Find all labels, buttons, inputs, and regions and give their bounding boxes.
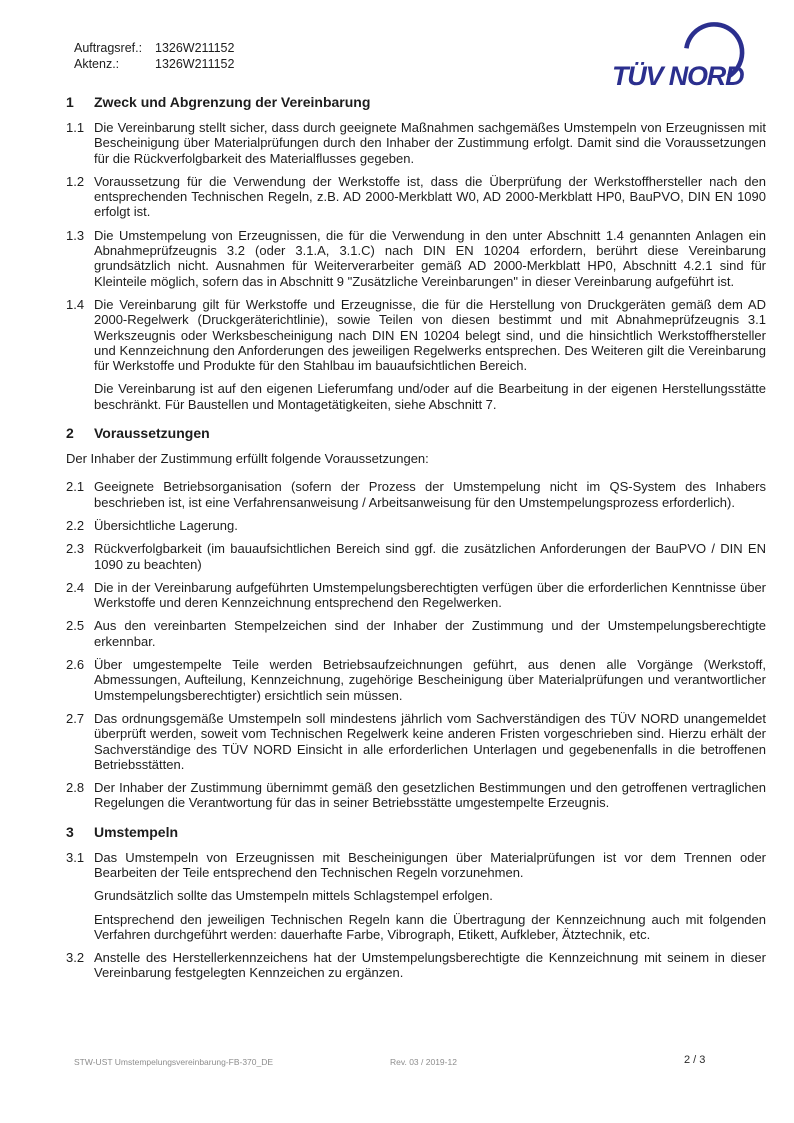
section-heading-3 bbox=[66, 824, 766, 840]
clause-paragraph: Das ordnungsgemäße Umstempeln soll mindestens jährlich vom Sachverständigen des TÜV NORD unangemeldet überprüft werden, soweit vom Technischen Regelwerk keine anderen Fristen vorgeschrieben sind. Hierzu erhält der Sachverständige des TÜV NORD Einsicht in alle erforderlichen Unterlagen und gegebenenfalls in die betroffenen Betriebsstätten. bbox=[94, 710, 766, 772]
clause-body bbox=[94, 580, 766, 611]
clause-1-3 bbox=[66, 228, 766, 289]
section-title: Voraussetzungen bbox=[94, 425, 210, 442]
clause-paragraph: Die Umstempelung von Erzeugnissen, die für die Verwendung in den unter Abschnitt 1.4 genannten Anlagen ein Abnahmeprüfzeugnis 3.2 (oder 3.1.A, 3.1.C) nach DIN EN 10204 erfordern, berührt diese Vereinbarung grundsätzlich nicht. Ausnahmen für Weiterverarbeiter gemäß AD 2000-Merkblatt HP0, Abschnitt 4.2.1 sind für Kleinteile möglich, sofern das in Abschnitt 9 "Zusätzliche Vereinbarungen" in dieser Vereinbarung aufgeführt ist. bbox=[94, 227, 766, 289]
clause-body bbox=[94, 711, 766, 772]
clause-paragraph: Aus den vereinbarten Stempelzeichen sind der Inhaber der Zustimmung und der Umstempelungsberechtigte erkennbar. bbox=[94, 618, 766, 649]
clause-number: 2.5 bbox=[66, 618, 85, 634]
clause-number: 3.1 bbox=[66, 849, 85, 865]
clause-body bbox=[94, 120, 766, 166]
clause-body bbox=[94, 479, 766, 510]
clause-2-1 bbox=[66, 479, 766, 510]
clause-2-5 bbox=[66, 618, 766, 649]
clause-paragraph: Übersichtliche Lagerung. bbox=[94, 517, 238, 533]
section-heading-1 bbox=[66, 94, 766, 110]
clause-number: 1.1 bbox=[66, 120, 85, 135]
file-number-value: 1326W211152 bbox=[155, 57, 235, 71]
clause-number: 1.2 bbox=[66, 173, 85, 189]
section-number: 1 bbox=[66, 94, 74, 110]
clause-2-2 bbox=[66, 518, 766, 533]
clause-paragraph: Grundsätzlich sollte das Umstempeln mittels Schlagstempel erfolgen. bbox=[94, 888, 493, 904]
clause-body bbox=[94, 780, 766, 811]
clause-2-7 bbox=[66, 711, 766, 772]
clause-number: 1.3 bbox=[66, 227, 85, 243]
order-reference-label: Auftragsref.: bbox=[74, 41, 143, 55]
clause-number: 1.4 bbox=[66, 296, 85, 312]
section-title: Umstempeln bbox=[94, 823, 179, 840]
clause-number: 2.6 bbox=[66, 657, 85, 673]
footer-revision: Rev. 03 / 2019-12 bbox=[390, 1057, 457, 1067]
clause-paragraph: Über umgestempelte Teile werden Betriebsaufzeichnungen geführt, aus denen alle Vorgänge (Werkstoff, Abmessungen, Aufteilung, Kennzeichnung, zugehörige Bescheinigung über Materialprüfungen und verantwortlicher Umstempelungsberechtigter) ersichtlich sein müssen. bbox=[94, 657, 766, 703]
clause-paragraph: Entsprechend den jeweiligen Technischen Regeln kann die Übertragung der Kennzeichnung auch mit folgenden Verfahren durchgeführt werden: dauerhafte Farbe, Vibrograph, Etikett, Aufkleber, Ätztechnik, etc. bbox=[94, 911, 766, 942]
clause-body bbox=[94, 657, 766, 703]
page-footer bbox=[0, 1054, 794, 1074]
section-number: 2 bbox=[66, 425, 74, 442]
clause-body bbox=[94, 950, 766, 981]
tuev-nord-logo bbox=[610, 20, 766, 92]
section-number: 3 bbox=[66, 823, 74, 840]
clause-paragraph: Die Vereinbarung gilt für Werkstoffe und Erzeugnisse, die für die Herstellung von Druckgeräten gemäß dem AD 2000-Regelwerk (Druckgeräterichtlinie), sowie Teilen von diesen bestimmt und mit Abnahmeprüfzeugnis 3.1 Werkszeugnis oder Werksbescheinigung nach DIN EN 10204 belegt sind, und die hinsichtlich Werkstoffhersteller und Kennzeichnung den Anforderungen des jeweiligen Regelwerks entsprechen. Des Weiteren gilt die Vereinbarung für Werkstoffe und Produkte für den Stahlbau im bauaufsichtlichen Bereich. bbox=[94, 296, 766, 374]
section-2-intro: Der Inhaber der Zustimmung erfüllt folgende Voraussetzungen: bbox=[66, 451, 429, 467]
logo-text: TÜV NORD bbox=[612, 61, 744, 91]
clause-paragraph: Die in der Vereinbarung aufgeführten Umstempelungsberechtigten verfügen über die erforderlichen Kenntnisse über Werkstoffe und deren Kennzeichnung entsprechend den Regelwerken. bbox=[94, 579, 766, 611]
clause-number: 2.8 bbox=[66, 780, 85, 796]
clause-1-4 bbox=[66, 297, 766, 412]
clause-number: 2.4 bbox=[66, 579, 85, 595]
clause-body bbox=[94, 618, 766, 649]
file-number-label: Aktenz.: bbox=[74, 57, 120, 71]
clause-body bbox=[94, 541, 766, 572]
clause-body bbox=[94, 518, 766, 533]
order-reference-row bbox=[74, 40, 234, 56]
clause-number: 2.3 bbox=[66, 541, 85, 557]
clause-number: 2.2 bbox=[66, 517, 85, 533]
clause-paragraph: Anstelle des Herstellerkennzeichens hat der Umstempelungsberechtigte die Kennzeichnung mit seinem in dieser Vereinbarung festgelegten Kennzeichen zu ergänzen. bbox=[94, 950, 766, 981]
order-reference-value: 1326W211152 bbox=[155, 41, 235, 55]
clause-paragraph: Die Vereinbarung stellt sicher, dass durch geeignete Maßnahmen sachgemäßes Umstempeln von Erzeugnissen mit Bescheinigung über Materialprüfungen durch den Inhaber der Zustimmung erfolgt. Damit sind die Voraussetzungen für die Rückverfolgbarkeit des Materialflusses gegeben. bbox=[94, 120, 766, 166]
clause-2-4 bbox=[66, 580, 766, 611]
clause-1-1 bbox=[66, 120, 766, 166]
clause-body bbox=[94, 850, 766, 942]
clause-paragraph: Das Umstempeln von Erzeugnissen mit Bescheinigungen über Materialprüfungen ist vor dem Trennen oder Bearbeiten der Teile entsprechend den Technischen Regeln vorzunehmen. bbox=[94, 849, 766, 880]
clause-1-2 bbox=[66, 174, 766, 220]
footer-document-id: STW-UST Umstempelungsvereinbarung-FB-370_DE bbox=[74, 1057, 274, 1067]
header-reference-block bbox=[74, 40, 234, 72]
clause-paragraph: Geeignete Betriebsorganisation (sofern der Prozess der Umstempelung nicht im QS-System des Inhabers beschrieben ist, ist eine Verfahrensanweisung / Arbeitsanweisung für den Umstempelungsprozess erforderlich). bbox=[94, 479, 766, 510]
clause-2-3 bbox=[66, 541, 766, 572]
clause-paragraph: Rückverfolgbarkeit (im bauaufsichtlichen Bereich sind ggf. die zusätzlichen Anforderungen der BauPVO / DIN EN 1090 zu beachten) bbox=[94, 541, 766, 572]
tuev-nord-logo-graphic bbox=[610, 20, 766, 92]
clause-paragraph: Voraussetzung für die Verwendung der Werkstoffe ist, dass die Überprüfung der Werkstoffhersteller nach den entsprechenden Technischen Regeln, z.B. AD 2000-Merkblatt W0, AD 2000-Merkblatt HP0, BauPVO, DIN EN 1090 erfolgt ist. bbox=[94, 173, 766, 220]
document-body bbox=[66, 94, 766, 989]
clause-paragraph: Die Vereinbarung ist auf den eigenen Lieferumfang und/oder auf die Bearbeitung in der eigenen Herstellungsstätte beschränkt. Für Baustellen und Montagetätigkeiten, siehe Abschnitt 7. bbox=[94, 381, 766, 412]
section-title: Zweck und Abgrenzung der Vereinbarung bbox=[94, 94, 371, 110]
clause-body bbox=[94, 174, 766, 220]
page-number: 2 / 3 bbox=[684, 1054, 706, 1066]
file-number-row bbox=[74, 56, 234, 72]
clause-3-1 bbox=[66, 850, 766, 942]
clause-body bbox=[94, 228, 766, 289]
clause-3-2 bbox=[66, 950, 766, 981]
clause-body bbox=[94, 297, 766, 412]
clause-paragraph: Der Inhaber der Zustimmung übernimmt gemäß den gesetzlichen Bestimmungen und den getroffenen vertraglichen Regelungen die Verantwortung für das in seiner Betriebsstätte umgestempelte Erzeugnis. bbox=[94, 780, 766, 811]
clause-2-8 bbox=[66, 780, 766, 811]
clause-number: 2.1 bbox=[66, 479, 85, 495]
clause-number: 2.7 bbox=[66, 710, 85, 726]
section-heading-2 bbox=[66, 425, 766, 441]
clause-number: 3.2 bbox=[66, 950, 85, 966]
clause-2-6 bbox=[66, 657, 766, 703]
